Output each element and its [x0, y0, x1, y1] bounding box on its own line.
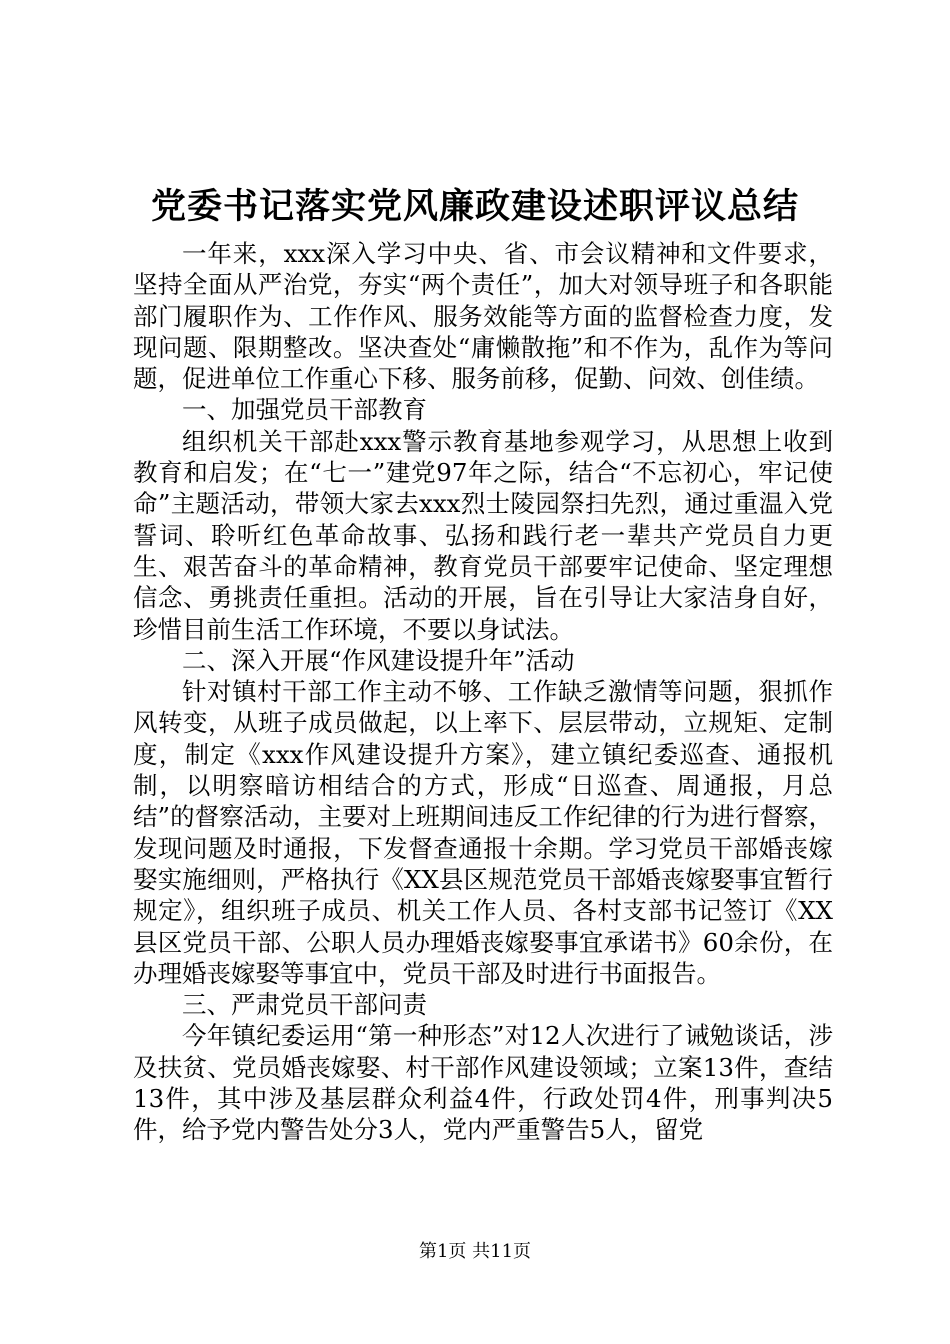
page-footer: 第1页 共11页 — [418, 1241, 532, 1262]
document-title: 党委书记落实党风廉政建设述职评议总结 — [150, 186, 799, 227]
document-body — [133, 238, 833, 1146]
section-heading-2: 二、深入开展“作风建设提升年”活动 — [182, 645, 575, 675]
intro-paragraph: 一年来，xxx深入学习中央、省、市会议精神和文件要求，坚持全面从严治党，夯实“两个责任”，加大对领导班子和各职能部门履职作为、工作作风、服务效能等方面的监督检查力度，发现问题、限期整改。坚决查处“庸懒散拖”和不作为，乱作为等问题，促进单位工作重心下移、服务前移，促勤、问效、创佳绩。 — [133, 239, 833, 394]
section-paragraph-3: 今年镇纪委运用“第一种形态”对12人次进行了诫勉谈话，涉及扶贫、党员婚丧嫁娶、村干部作风建设领域；立案13件，查结13件，其中涉及基层群众利益4件，行政处罚4件，刑事判决5件，给予党内警告处分3人，党内严重警告5人，留党 — [133, 1021, 833, 1145]
section-heading-1: 一、加强党员干部教育 — [182, 395, 427, 425]
section-paragraph-2: 针对镇村干部工作主动不够、工作缺乏激情等问题，狠抓作风转变，从班子成员做起，以上率下、层层带动，立规矩、定制度，制定《xxx作风建设提升方案》，建立镇纪委巡查、通报机制，以明察暗访相结合的方式，形成“日巡查、周通报，月总结”的督察活动，主要对上班期间违反工作纪律的行为进行督察，发现问题及时通报，下发督查通报十余期。学习党员干部婚丧嫁娶实施细则，严格执行《XX县区规范党员干部婚丧嫁娶事宜暂行规定》，组织班子成员、机关工作人员、各村支部书记签订《XX县区党员干部、公职人员办理婚丧嫁娶事宜承诺书》60余份，在办理婚丧嫁娶等事宜中，党员干部及时进行书面报告。 — [133, 677, 833, 988]
section-heading-3: 三、严肃党员干部问责 — [182, 990, 427, 1020]
section-paragraph-1: 组织机关干部赴xxx警示教育基地参观学习，从思想上收到教育和启发；在“七一”建党97年之际，结合“不忘初心，牢记使命”主题活动，带领大家去xxx烈士陵园祭扫先烈，通过重温入党誓词、聆听红色革命故事、弘扬和践行老一辈共产党员自力更生、艰苦奋斗的革命精神，教育党员干部要牢记使命、坚定理想信念、勇挑责任重担。活动的开展，旨在引导让大家洁身自好，珍惜目前生活工作环境，不要以身试法。 — [133, 426, 833, 644]
